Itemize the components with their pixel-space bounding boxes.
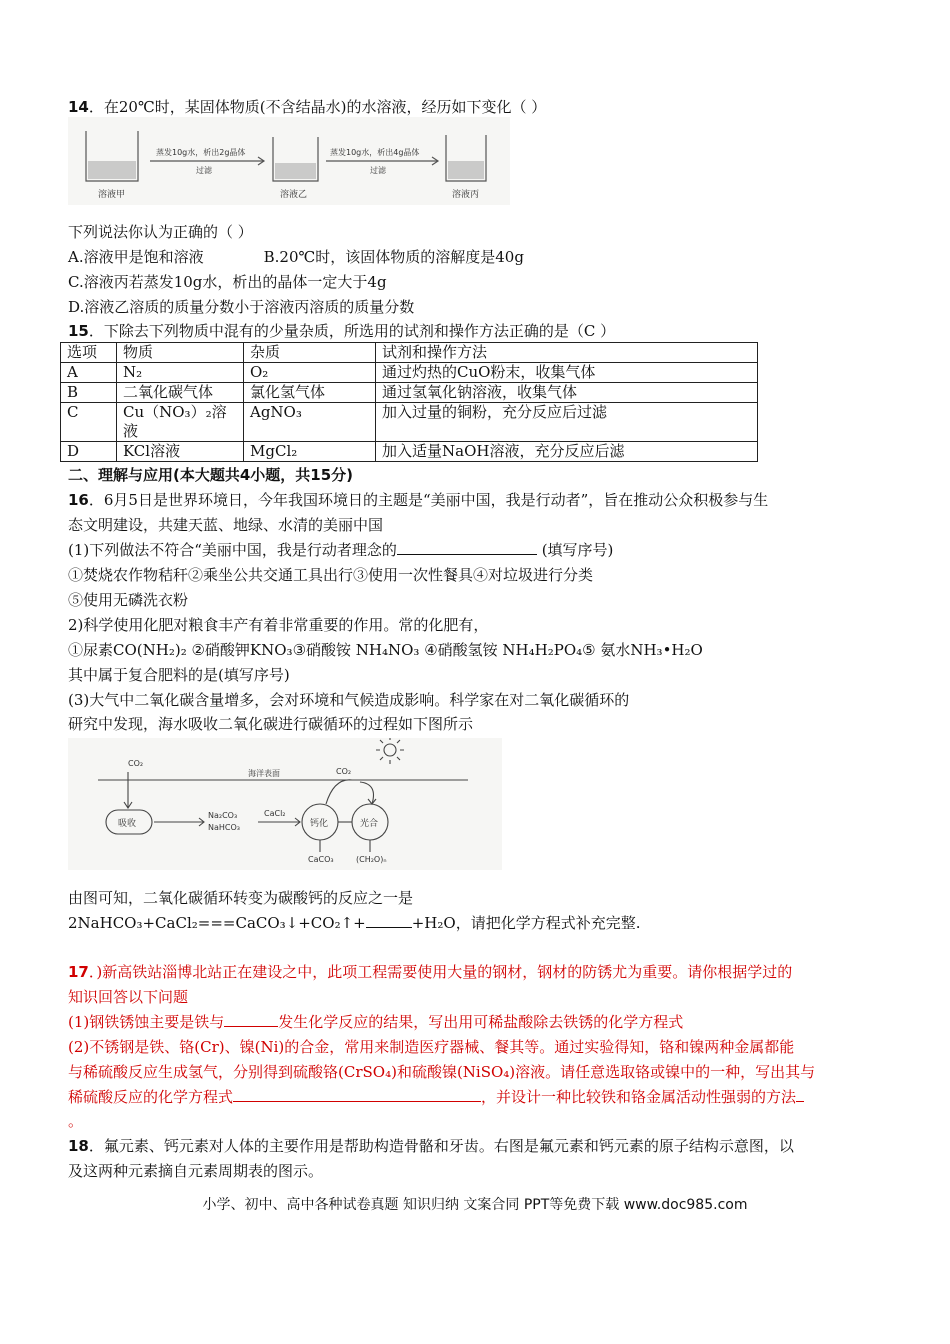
table-cell: N₂ bbox=[117, 363, 244, 383]
table-cell: Cu（NO₃）₂溶液 bbox=[117, 403, 244, 442]
table-cell: 加入过量的铜粉，充分反应后过滤 bbox=[376, 403, 758, 442]
table-header: 物质 bbox=[117, 343, 244, 363]
nahco3-label: NaHCO₃ bbox=[208, 823, 240, 832]
answer-blank[interactable] bbox=[366, 913, 412, 928]
q18-stem: 18．氟元素、钙元素对人体的主要作用是帮助构造骨骼和牙齿。右图是氟元素和钙元素的原子结构示意图，以 bbox=[68, 1137, 794, 1155]
q15-stem: 15．下除去下列物质中混有的少量杂质，所选用的试剂和操作方法正确的是（C ） bbox=[68, 322, 616, 340]
q16-part1-items2: ⑤使用无磷洗衣粉 bbox=[68, 591, 189, 609]
q14-option-a: A.溶液甲是饱和溶液 bbox=[68, 248, 204, 266]
table-cell: KCl溶液 bbox=[117, 442, 244, 462]
photosynthesis-label: 光合 bbox=[360, 819, 379, 829]
table-row bbox=[61, 403, 758, 442]
q16-part1: (1)下列做法不符合“美丽中国，我是行动者理念的 (填写序号) bbox=[68, 541, 614, 559]
section-2-heading: 二、理解与应用(本大题共4小题，共15分) bbox=[68, 466, 354, 484]
q16-stem-line2: 态文明建设，共建天蓝、地绿、水清的美丽中国 bbox=[68, 516, 384, 534]
q16-part1-items: ①焚烧农作物秸秆②乘坐公共交通工具出行③使用一次性餐具④对垃圾进行分类 bbox=[68, 566, 594, 584]
table-header: 杂质 bbox=[244, 343, 376, 363]
q14-option-b: B.20℃时，该固体物质的溶解度是40g bbox=[263, 248, 524, 266]
table-header: 试剂和操作方法 bbox=[376, 343, 758, 363]
table-cell: 二氧化碳气体 bbox=[117, 383, 244, 403]
table-row bbox=[61, 383, 758, 403]
q17-part1: (1)钢铁锈蚀主要是铁与 发生化学反应的结果，写出用可稀盐酸除去铁锈的化学方程式 bbox=[68, 1013, 684, 1031]
q14-figure bbox=[68, 117, 510, 205]
q18-stem-line2: 及这两种元素摘自元素周期表的图示。 bbox=[68, 1162, 324, 1180]
q16-carbon-cycle-figure bbox=[68, 738, 502, 870]
cacl2-label: CaCl₂ bbox=[264, 809, 286, 818]
table-cell: 加入适量NaOH溶液，充分反应后滤 bbox=[376, 442, 758, 462]
co2-left-label: CO₂ bbox=[128, 759, 144, 768]
step2-bottom-label: 过滤 bbox=[370, 166, 386, 175]
table-cell: C bbox=[61, 403, 117, 442]
q18-number: 18 bbox=[68, 1137, 89, 1155]
table-cell: MgCl₂ bbox=[244, 442, 376, 462]
table-cell: A bbox=[61, 363, 117, 383]
answer-blank[interactable] bbox=[397, 540, 537, 555]
table-cell: 通过氢氧化钠溶液，收集气体 bbox=[376, 383, 758, 403]
q14-stem: 14．在20℃时，某固体物质(不含结晶水)的水溶液，经历如下变化（ ） bbox=[68, 98, 547, 116]
na2co3-label: Na₂CO₃ bbox=[208, 811, 238, 820]
q16-stem: 16．6月5日是世界环境日，今年我国环境日的主题是“美丽中国，我是行动者”，旨在推动公众积极参与生 bbox=[68, 491, 769, 509]
beaker-3-label: 溶液丙 bbox=[452, 190, 480, 200]
step1-bottom-label: 过滤 bbox=[196, 166, 212, 175]
q16-part3-line1: (3)大气中二氧化碳含量增多，会对环境和气候造成影响。科学家在对二氧化碳循环的 bbox=[68, 691, 630, 709]
beaker-2-label: 溶液乙 bbox=[280, 190, 308, 200]
absorb-label: 吸收 bbox=[118, 819, 137, 829]
q17-stem-line2: 知识回答以下问题 bbox=[68, 988, 189, 1006]
q15-options-table bbox=[60, 342, 758, 462]
surface-label: 海洋表面 bbox=[248, 769, 280, 778]
table-header: 选项 bbox=[61, 343, 117, 363]
q17-part2-line2: 与稀硫酸反应生成氢气，分别得到硫酸铬(CrSO₄)和硫酸镍(NiSO₄)溶液。请任意选取铬或镍中的一种，写出其与 bbox=[68, 1063, 816, 1081]
q16-equation: 2NaHCO₃+CaCl₂===CaCO₃↓+CO₂↑+ +H₂O，请把化学方程式补充完整. bbox=[68, 914, 641, 932]
answer-blank[interactable] bbox=[224, 1012, 278, 1027]
q16-part3-line2: 研究中发现，海水吸收二氧化碳进行碳循环的过程如下图所示 bbox=[68, 715, 474, 733]
q14-option-c: C.溶液丙若蒸发10g水，析出的晶体一定大于4g bbox=[68, 273, 387, 291]
q14-options-ab bbox=[68, 247, 524, 267]
ch2o-label: (CH₂O)ₙ bbox=[356, 855, 387, 864]
q15-number: 15 bbox=[68, 322, 89, 340]
table-cell: B bbox=[61, 383, 117, 403]
sun-icon bbox=[384, 744, 396, 756]
table-cell: 氯化氢气体 bbox=[244, 383, 376, 403]
q16-part2: 2)科学使用化肥对粮食丰产有着非常重要的作用。常的化肥有， bbox=[68, 616, 489, 634]
step1-top-label: 蒸发10g水，析出2g晶体 bbox=[156, 148, 246, 157]
carbon-cycle-diagram bbox=[68, 738, 502, 870]
co2-top-label: CO₂ bbox=[336, 767, 352, 776]
table-row bbox=[61, 442, 758, 462]
page-footer: 小学、初中、高中各种试卷真题 知识归纳 文案合同 PPT等免费下载 www.doc985.com bbox=[202, 1197, 748, 1213]
answer-blank[interactable] bbox=[233, 1087, 481, 1102]
table-cell: D bbox=[61, 442, 117, 462]
q16-part2-items: ①尿素CO(NH₂)₂ ②硝酸钾KNO₃③硝酸铵 NH₄NO₃ ④硝酸氢铵 NH₄H₂PO₄⑤ 氨水NH₃•H₂O bbox=[68, 641, 703, 659]
answer-blank[interactable] bbox=[796, 1087, 804, 1102]
table-row bbox=[61, 363, 758, 383]
table-cell: AgNO₃ bbox=[244, 403, 376, 442]
q17-part2-line4: 。 bbox=[68, 1112, 84, 1130]
table-cell: 通过灼热的CuO粉末，收集气体 bbox=[376, 363, 758, 383]
calcify-label: 钙化 bbox=[310, 819, 329, 829]
table-cell: O₂ bbox=[244, 363, 376, 383]
q17-stem: 17．)新高铁站淄博北站正在建设之中，此项工程需要使用大量的钢材，钢材的防锈尤为重要。请你根据学过的 bbox=[68, 963, 793, 981]
q14-number: 14 bbox=[68, 98, 89, 116]
caco3-label: CaCO₃ bbox=[308, 855, 334, 864]
q16-number: 16 bbox=[68, 491, 89, 509]
q14-prompt: 下列说法你认为正确的（ ） bbox=[68, 223, 253, 241]
q17-part2-line1: (2)不锈钢是铁、铬(Cr)、镍(Ni)的合金，常用来制造医疗器械、餐其等。通过实验得知，铬和镍两种金属都能 bbox=[68, 1038, 795, 1056]
q17-part2-line3: 稀硫酸反应的化学方程式 ，并设计一种比较铁和铬金属活动性强弱的方法 bbox=[68, 1087, 804, 1107]
step2-top-label: 蒸发10g水，析出4g晶体 bbox=[330, 148, 420, 157]
evaporation-diagram bbox=[68, 117, 510, 205]
q16-part2-question: 其中属于复合肥料的是(填写序号) bbox=[68, 666, 290, 684]
q16-conclusion: 由图可知，二氧化碳循环转变为碳酸钙的反应之一是 bbox=[68, 889, 414, 907]
q14-option-d: D.溶液乙溶质的质量分数小于溶液丙溶质的质量分数 bbox=[68, 298, 415, 316]
table-header-row bbox=[61, 343, 758, 363]
q17-number: 17 bbox=[68, 963, 89, 981]
beaker-1-label: 溶液甲 bbox=[98, 190, 126, 200]
